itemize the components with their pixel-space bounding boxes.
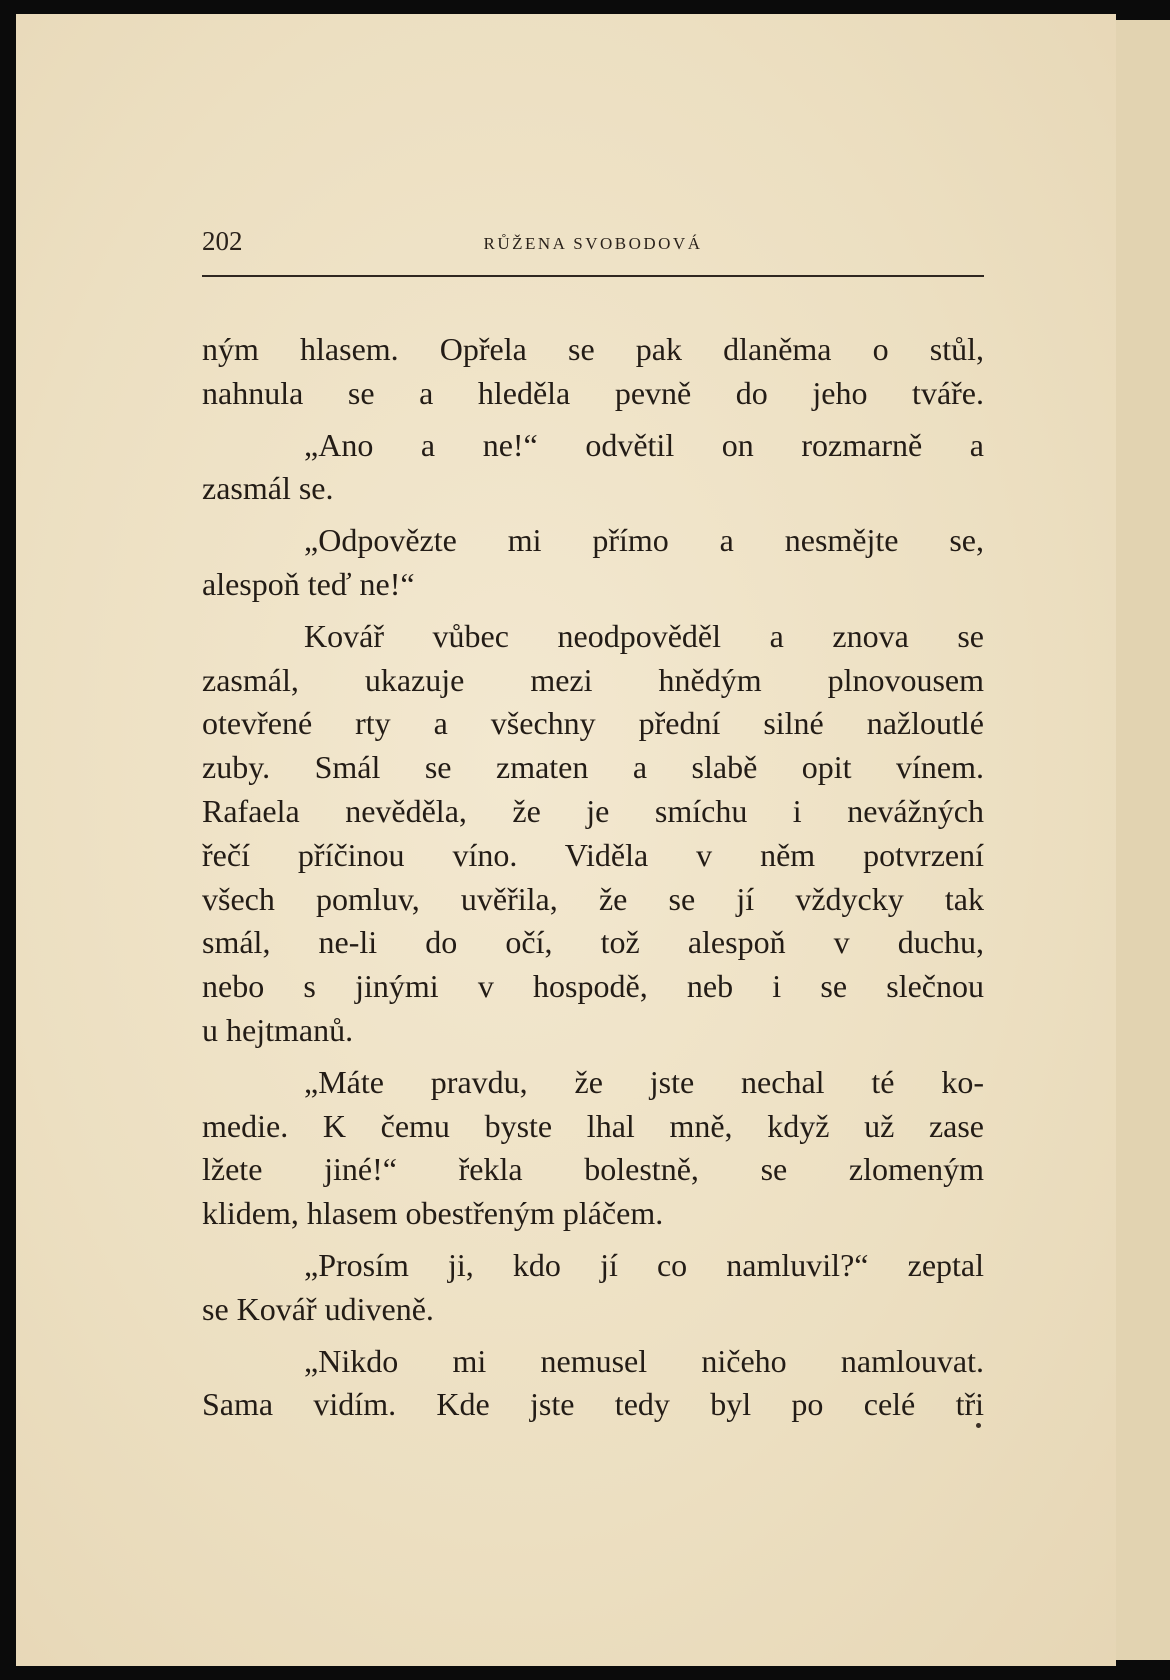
text-line: „Prosím ji, kdo jí co namluvil?“ zeptal — [304, 1246, 984, 1283]
text-line: všech pomluv, uvěřila, že se jí vždycky tak — [202, 880, 984, 917]
text-line: zuby. Smál se zmaten a slabě opit vínem. — [202, 749, 984, 786]
text-line: u hejtmanů. — [202, 1011, 354, 1048]
paragraph — [202, 615, 984, 1053]
paragraph — [202, 1061, 984, 1236]
text-line: Sama vidím. Kde jste tedy byl po celé tři — [202, 1386, 984, 1423]
text-line: „Nikdo mi nemusel ničeho namlouvat. — [304, 1342, 984, 1379]
running-head: RŮŽENA SVOBODOVÁ — [483, 234, 703, 253]
text-line: lžete jiné!“ řekla bolestně, se zlomeným — [202, 1151, 984, 1188]
text-line: řečí příčinou víno. Viděla v něm potvrzení — [202, 836, 984, 873]
text-line: zasmál se. — [202, 470, 334, 507]
text-line: medie. K čemu byste lhal mně, když už zase — [202, 1107, 984, 1144]
paragraph — [202, 1244, 984, 1332]
paragraph — [202, 519, 984, 607]
text-line: klidem, hlasem obestřeným pláčem. — [202, 1195, 664, 1232]
text-line: zasmál, ukazuje mezi hnědým plnovousem — [202, 661, 984, 698]
text-line: nahnula se a hleděla pevně do jeho tváře. — [202, 374, 984, 411]
text-line: „Ano a ne!“ odvětil on rozmarně a — [304, 426, 984, 463]
paragraph — [202, 328, 984, 416]
text-line: ným hlasem. Opřela se pak dlaněma o stůl, — [202, 331, 984, 367]
paragraph — [202, 424, 984, 512]
page-header — [202, 226, 984, 266]
paragraph — [202, 1340, 984, 1428]
text-line: se Kovář udiveně. — [202, 1290, 434, 1327]
text-line: nebo s jinými v hospodě, neb i se slečnou — [202, 968, 984, 1005]
page-number: 202 — [202, 226, 243, 256]
text-line: „Odpovězte mi přímo a nesmějte se, — [304, 522, 984, 559]
text-line: Rafaela nevěděla, že je smíchu i nevážných — [202, 792, 984, 829]
text-line: „Máte pravdu, že jste nechal té ko- — [304, 1063, 984, 1100]
adjacent-page-edge — [1116, 20, 1170, 1660]
ink-speck — [976, 1423, 981, 1428]
text-line: Kovář vůbec neodpověděl a znova se — [304, 617, 984, 654]
header-rule — [202, 275, 984, 277]
text-line: alespoň teď ne!“ — [202, 565, 415, 602]
text-line: otevřené rty a všechny přední silné nažloutlé — [202, 705, 984, 742]
body-text — [202, 328, 984, 1435]
text-line: smál, ne-li do očí, tož alespoň v duchu, — [202, 924, 984, 961]
